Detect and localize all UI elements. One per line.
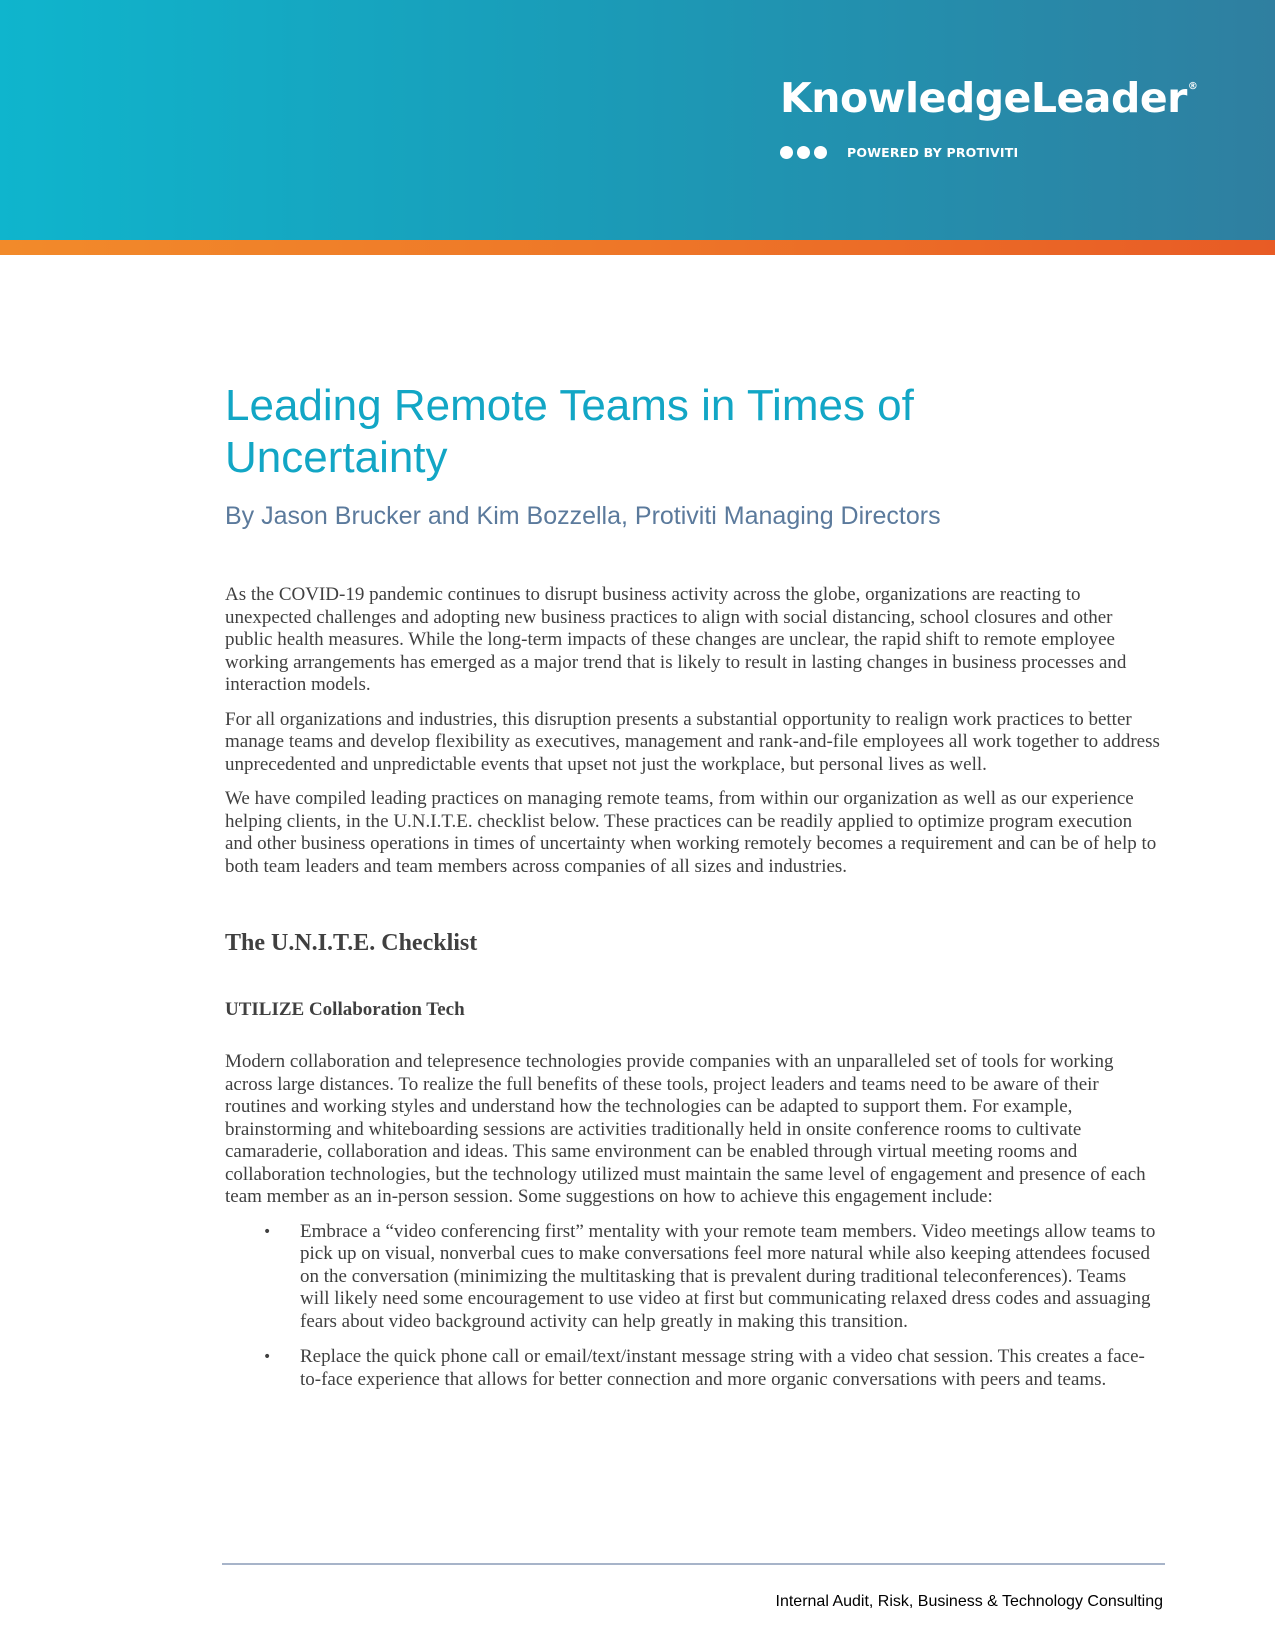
list-item [225, 1346, 1160, 1391]
bullet-icon: • [263, 1349, 272, 1365]
intro-paragraph: As the COVID-19 pandemic continues to disrupt business activity across the globe, organizations are reacting to unexpected challenges and adopting new business practices to align with social distancing, school closures and other public health measures. While the long-term impacts of these changes are unclear, the rapid shift to remote employee working arrangements has emerged as a major trend that is likely to result in lasting changes in business processes and interaction models. [225, 584, 1127, 695]
knowledgeleader-logo [780, 74, 1198, 122]
list-item-text: Replace the quick phone call or email/text/instant message string with a video chat session. This creates a face-to-face experience that allows for better connection and more organic conversations with peers and teams. [300, 1346, 1145, 1390]
byline: By Jason Brucker and Kim Bozzella, Protiviti Managing Directors [225, 502, 941, 530]
powered-by-text: POWERED BY PROTIVITI [847, 145, 1019, 160]
dot-icon [814, 146, 827, 159]
footer-divider [222, 1563, 1165, 1565]
section-heading: The U.N.I.T.E. Checklist [225, 930, 478, 956]
document-title: Leading Remote Teams in Times of Uncertainty [225, 381, 914, 482]
section-paragraph: Modern collaboration and telepresence technologies provide companies with an unparalleled set of tools for working across large distances. To realize the full benefits of these tools, project leaders and teams need to be aware of their routines and working styles and understand how the technologies can be adapted to support them. For example, brainstorming and whiteboarding sessions are activities traditionally held in onsite conference rooms to cultivate camaraderie, collaboration and ideas. This same environment can be enabled through virtual meeting rooms and collaboration technologies, but the technology utilized must maintain the same level of engagement and presence of each team member as an in-person session. Some suggestions on how to achieve this engagement include: [225, 1051, 1146, 1207]
subheading: UTILIZE Collaboration Tech [225, 999, 465, 1020]
header-banner [0, 0, 1275, 240]
footer-text: Internal Audit, Risk, Business & Technology Consulting [775, 1593, 1163, 1610]
registered-mark: ® [1187, 81, 1198, 92]
powered-by [780, 145, 1018, 160]
three-dots-icon [780, 146, 827, 159]
accent-bar [0, 240, 1275, 255]
dot-icon [780, 146, 793, 159]
logo-text: KnowledgeLeader [780, 74, 1187, 122]
bullet-list [225, 1221, 1160, 1392]
intro-paragraph: For all organizations and industries, this disruption presents a substantial opportunity to realign work practices to better manage teams and develop flexibility as executives, management and rank-and-file employees all work together to address unprecedented and unpredictable events that upset not just the workplace, but personal lives as well. [225, 708, 1160, 775]
intro-paragraph: We have compiled leading practices on managing remote teams, from within our organization as well as our experience helping clients, in the U.N.I.T.E. checklist below. These practices can be readily applied to optimize program execution and other business operations in times of uncertainty when working remotely becomes a requirement and can be of help to both team leaders and team members across companies of all sizes and industries. [225, 788, 1157, 877]
list-item-text: Embrace a “video conferencing first” mentality with your remote team members. Video meetings allow teams to pick up on visual, nonverbal cues to make conversations feel more natural while also keeping attendees focused on the conversation (minimizing the multitasking that is prevalent during traditional teleconferences). Teams will likely need some encouragement to use video at first but communicating relaxed dress codes and assuaging fears about video background activity can help greatly in making this transition. [300, 1220, 1156, 1332]
list-item [225, 1221, 1160, 1334]
dot-icon [797, 146, 810, 159]
document-body [225, 584, 1160, 1404]
bullet-icon: • [263, 1223, 272, 1240]
